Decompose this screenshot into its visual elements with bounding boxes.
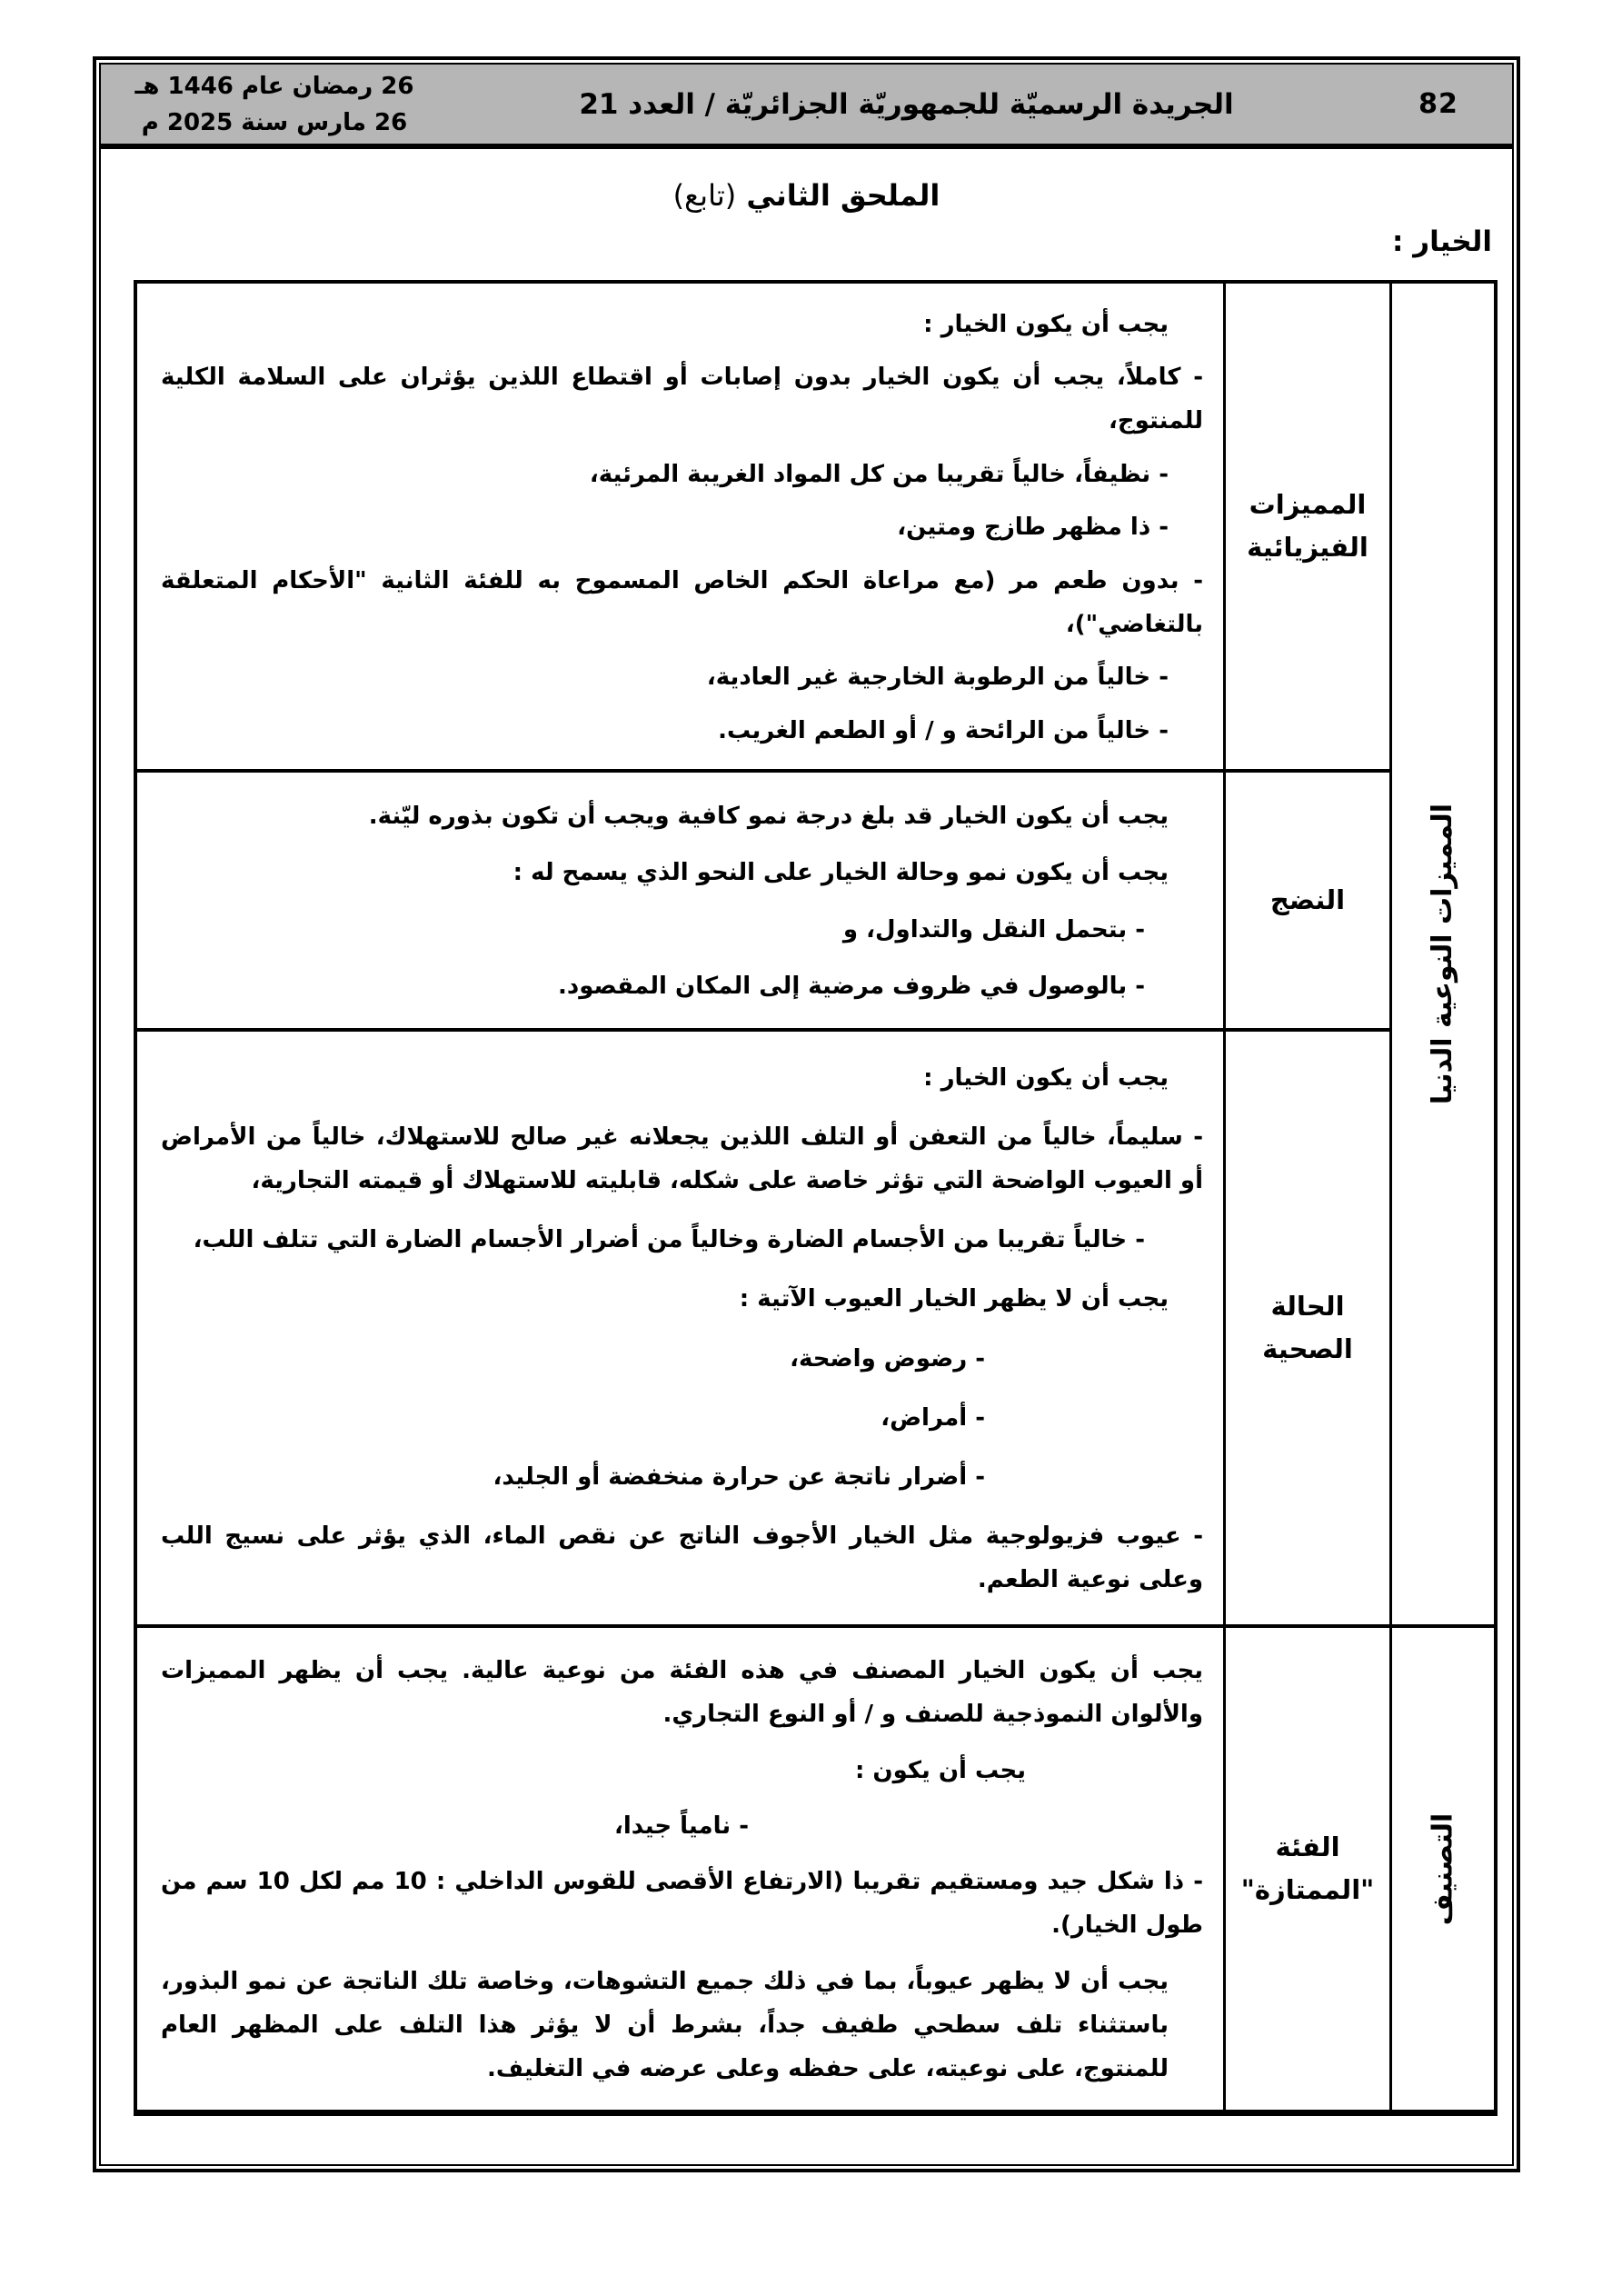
row-label-health-condition bbox=[1223, 1032, 1389, 1628]
requirement-line: - نامياً جيدا، bbox=[613, 1812, 749, 1840]
row-label-line: الفئة bbox=[1275, 1832, 1340, 1862]
row-label-line: الصحية bbox=[1262, 1333, 1353, 1364]
requirement-line: يجب أن لا يظهر الخيار العيوب الآتية : bbox=[739, 1285, 1169, 1313]
requirement-line: يجب أن يكون : bbox=[854, 1756, 1026, 1784]
requirement-line: - بالوصول في ظروف مرضية إلى المكان المقصود. bbox=[558, 972, 1145, 1000]
requirement-line: يجب أن يكون الخيار : bbox=[923, 310, 1169, 338]
row-label-line: الفيزيائية bbox=[1247, 532, 1368, 563]
requirement-line: - أمراض، bbox=[881, 1403, 985, 1432]
requirement-line: - خالياً تقريبا من الأجسام الضارة وخالياً من أضرار الأجسام الضارة التي تتلف اللب، bbox=[193, 1226, 1145, 1254]
requirement-line: يجب أن يكون الخيار قد بلغ درجة نمو كافية ويجب أن تكون بذوره ليّنة. bbox=[368, 803, 1169, 831]
journal-title: الجريدة الرسميّة للجمهوريّة الجزائريّة / العدد 21 bbox=[579, 87, 1234, 121]
requirement-line: يجب أن لا يظهر عيوباً، بما في ذلك جميع التشوهات، وخاصة تلك الناتجة عن نمو البذور، باستثناء تلف سطحي طفيف جداً، بشرط أن لا يؤثر هذا التلف على المظهر العام للمنتوج، على نوعيته، على حفظه وعلى عرضه في التغليف. bbox=[161, 1967, 1169, 2082]
annex-title-suffix: (تابع) bbox=[672, 178, 737, 213]
row-label-line: الحالة bbox=[1270, 1291, 1345, 1322]
row-label-physical-characteristics bbox=[1223, 284, 1389, 773]
requirement-line: - رضوض واضحة، bbox=[790, 1344, 985, 1373]
page-header bbox=[101, 65, 1512, 149]
requirement-line: - كاملاً، يجب أن يكون الخيار بدون إصابات أو اقتطاع اللذين يؤثران على السلامة الكلية للمنتوج، bbox=[161, 364, 1203, 434]
row-content-premium-category bbox=[137, 1628, 1223, 2110]
requirement-line: - سليماً، خالياً من التعفن أو التلف اللذين يجعلانه غير صالح للاستهلاك، خالياً من الأمراض أو العيوب الواضحة التي تؤثر خاصة على شكله، قابليته للاستهلاك أو قيمته التجارية، bbox=[161, 1123, 1203, 1195]
requirements-table bbox=[134, 280, 1498, 2116]
header-dates bbox=[124, 68, 424, 141]
row-content-ripeness bbox=[137, 773, 1223, 1032]
annex-title-text: الملحق الثاني bbox=[746, 178, 940, 213]
requirement-line: - نظيفاً، خالياً تقريبا من كل المواد الغريبة المرئية، bbox=[589, 460, 1169, 488]
row-label-line: "الممتازة" bbox=[1240, 1874, 1375, 1905]
annex-title bbox=[101, 178, 1512, 213]
row-label-line: المميزات bbox=[1249, 489, 1367, 520]
group-label-minimum-quality: المميزات النوعية الدنيا bbox=[1427, 803, 1459, 1105]
page-frame-inner bbox=[99, 63, 1514, 2166]
subject-heading: الخيار : bbox=[1392, 225, 1492, 258]
page-number: 82 bbox=[1418, 88, 1458, 120]
requirement-line: يجب أن يكون الخيار المصنف في هذه الفئة من نوعية عالية. يجب أن يظهر المميزات والألوان النموذجية للصنف و / أو النوع التجاري. bbox=[161, 1657, 1203, 1729]
requirement-line: يجب أن يكون نمو وحالة الخيار على النحو الذي يسمح له : bbox=[512, 859, 1169, 887]
group-label-classification: التصنيف bbox=[1427, 1812, 1459, 1925]
requirement-line: - ذا شكل جيد ومستقيم تقريبا (الارتفاع الأقصى للقوس الداخلي : 10 مم لكل 10 سم من طول الخيار). bbox=[161, 1868, 1203, 1940]
group-cell-classification bbox=[1389, 1628, 1494, 2110]
requirement-line: - بدون طعم مر (مع مراعاة الحكم الخاص المسموح به للفئة الثانية "الأحكام المتعلقة بالتغاضي")، bbox=[161, 566, 1203, 638]
row-label-line: النضج bbox=[1269, 884, 1346, 915]
requirement-line: يجب أن يكون الخيار : bbox=[923, 1064, 1169, 1093]
requirement-line: - ذا مظهر طازج ومتين، bbox=[897, 514, 1169, 541]
requirement-line: - أضرار ناتجة عن حرارة منخفضة أو الجليد، bbox=[493, 1462, 985, 1491]
row-content-health-condition bbox=[137, 1032, 1223, 1628]
row-label-ripeness bbox=[1223, 773, 1389, 1032]
row-label-premium-category bbox=[1223, 1628, 1389, 2110]
group-cell-minimum-quality bbox=[1389, 284, 1494, 1628]
date-gregorian: 26 مارس سنة 2025 م bbox=[141, 108, 408, 136]
requirement-line: - خالياً من الرطوبة الخارجية غير العادية، bbox=[706, 664, 1169, 691]
row-content-physical-characteristics bbox=[137, 284, 1223, 773]
requirement-line: - عيوب فزيولوجية مثل الخيار الأجوف الناتج عن نقص الماء، الذي يؤثر على نسيج اللب وعلى نوعية الطعم. bbox=[161, 1522, 1203, 1593]
requirement-line: - بتحمل النقل والتداول، و bbox=[842, 915, 1145, 943]
page-frame bbox=[93, 56, 1520, 2172]
date-hijri: 26 رمضان عام 1446 هـ bbox=[134, 72, 414, 100]
requirement-line: - خالياً من الرائحة و / أو الطعم الغريب. bbox=[718, 716, 1169, 744]
